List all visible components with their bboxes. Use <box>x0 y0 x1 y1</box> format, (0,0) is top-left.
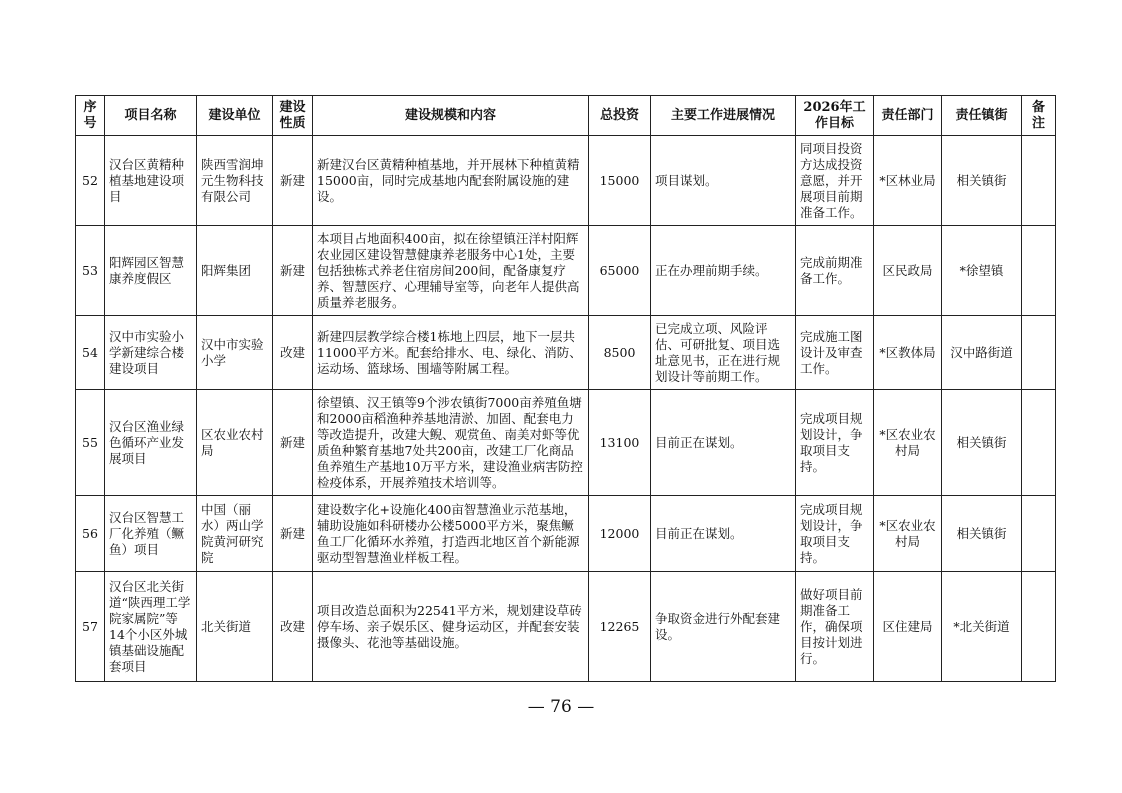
table-row <box>76 572 1056 682</box>
cell-no: 57 <box>76 572 105 682</box>
cell-note <box>1022 316 1056 390</box>
cell-no: 55 <box>76 390 105 496</box>
project-table <box>75 95 1056 682</box>
cell-no: 52 <box>76 136 105 226</box>
cell-progress: 目前正在谋划。 <box>651 390 796 496</box>
cell-content: 项目改造总面积为22541平方米，规划建设草砖停车场、亲子娱乐区、健身运动区，并配套安装摄像头、花池等基础设施。 <box>313 572 589 682</box>
cell-goal: 完成前期准备工作。 <box>796 226 874 316</box>
cell-town: *徐望镇 <box>942 226 1022 316</box>
cell-goal: 做好项目前期准备工作，确保项目按计划进行。 <box>796 572 874 682</box>
cell-progress: 项目谋划。 <box>651 136 796 226</box>
cell-progress: 已完成立项、风险评估、可研批复、项目选址意见书，正在进行规划设计等前期工作。 <box>651 316 796 390</box>
cell-nature: 改建 <box>273 572 313 682</box>
cell-content: 新建四层教学综合楼1栋地上四层，地下一层共11000平方米。配套给排水、电、绿化、消防、运动场、篮球场、围墙等附属工程。 <box>313 316 589 390</box>
cell-note <box>1022 496 1056 572</box>
table-row <box>76 496 1056 572</box>
page-number: — 76 — <box>527 697 595 717</box>
header-row <box>76 96 1056 136</box>
cell-progress: 争取资金进行外配套建设。 <box>651 572 796 682</box>
cell-unit: 汉中市实验小学 <box>197 316 273 390</box>
cell-note <box>1022 390 1056 496</box>
cell-no: 53 <box>76 226 105 316</box>
header-name: 项目名称 <box>105 96 197 136</box>
header-content: 建设规模和内容 <box>313 96 589 136</box>
header-nature: 建设性质 <box>273 96 313 136</box>
header-unit: 建设单位 <box>197 96 273 136</box>
cell-invest: 13100 <box>589 390 651 496</box>
cell-no: 54 <box>76 316 105 390</box>
cell-name: 阳辉园区智慧康养度假区 <box>105 226 197 316</box>
table-row <box>76 136 1056 226</box>
cell-invest: 12000 <box>589 496 651 572</box>
header-no: 序号 <box>76 96 105 136</box>
cell-goal: 完成项目规划设计，争取项目支持。 <box>796 496 874 572</box>
cell-no: 56 <box>76 496 105 572</box>
cell-nature: 新建 <box>273 496 313 572</box>
header-goal: 2026年工作目标 <box>796 96 874 136</box>
header-dept: 责任部门 <box>874 96 942 136</box>
cell-goal: 完成施工图设计及审查工作。 <box>796 316 874 390</box>
cell-note <box>1022 136 1056 226</box>
cell-dept: *区教体局 <box>874 316 942 390</box>
cell-invest: 15000 <box>589 136 651 226</box>
cell-name: 汉台区北关街道“陕西理工学院家属院”等14个小区外城镇基础设施配套项目 <box>105 572 197 682</box>
cell-town: *北关街道 <box>942 572 1022 682</box>
cell-goal: 完成项目规划设计，争取项目支持。 <box>796 390 874 496</box>
header-progress: 主要工作进展情况 <box>651 96 796 136</box>
cell-dept: 区住建局 <box>874 572 942 682</box>
cell-nature: 新建 <box>273 136 313 226</box>
cell-unit: 陕西雪润坤元生物科技有限公司 <box>197 136 273 226</box>
cell-content: 徐望镇、汉王镇等9个涉农镇街7000亩养殖鱼塘和2000亩稻渔种养基地清淤、加固、配套电力等改造提升，改建大鲵、观赏鱼、南美对虾等优质鱼种繁育基地7处共200亩，改建工厂化商品鱼养殖生产基地10万平方米，建设渔业病害防控检疫体系，开展养殖技术培训等。 <box>313 390 589 496</box>
cell-invest: 65000 <box>589 226 651 316</box>
cell-town: 汉中路街道 <box>942 316 1022 390</box>
cell-dept: *区农业农村局 <box>874 390 942 496</box>
table-row <box>76 226 1056 316</box>
cell-name: 汉台区渔业绿色循环产业发展项目 <box>105 390 197 496</box>
cell-invest: 12265 <box>589 572 651 682</box>
cell-unit: 北关街道 <box>197 572 273 682</box>
cell-unit: 中国（丽水）两山学院黄河研究院 <box>197 496 273 572</box>
cell-note <box>1022 226 1056 316</box>
cell-town: 相关镇街 <box>942 496 1022 572</box>
cell-nature: 改建 <box>273 316 313 390</box>
cell-name: 汉中市实验小学新建综合楼建设项目 <box>105 316 197 390</box>
header-town: 责任镇街 <box>942 96 1022 136</box>
cell-nature: 新建 <box>273 390 313 496</box>
cell-town: 相关镇街 <box>942 136 1022 226</box>
header-note: 备注 <box>1022 96 1056 136</box>
cell-nature: 新建 <box>273 226 313 316</box>
cell-goal: 同项目投资方达成投资意愿，并开展项目前期准备工作。 <box>796 136 874 226</box>
cell-invest: 8500 <box>589 316 651 390</box>
cell-name: 汉台区黄精种植基地建设项目 <box>105 136 197 226</box>
header-invest: 总投资 <box>589 96 651 136</box>
cell-progress: 正在办理前期手续。 <box>651 226 796 316</box>
cell-note <box>1022 572 1056 682</box>
cell-name: 汉台区智慧工厂化养殖（鳜鱼）项目 <box>105 496 197 572</box>
cell-unit: 区农业农村局 <box>197 390 273 496</box>
table-row <box>76 316 1056 390</box>
cell-content: 建设数字化+设施化400亩智慧渔业示范基地，辅助设施如科研楼办公楼5000平方米，聚焦鳜鱼工厂化循环水养殖，打造西北地区首个新能源驱动型智慧渔业样板工程。 <box>313 496 589 572</box>
cell-dept: *区林业局 <box>874 136 942 226</box>
cell-unit: 阳辉集团 <box>197 226 273 316</box>
cell-content: 新建汉台区黄精种植基地，并开展林下种植黄精15000亩，同时完成基地内配套附属设施的建设。 <box>313 136 589 226</box>
cell-content: 本项目占地面积400亩，拟在徐望镇汪洋村阳辉农业园区建设智慧健康养老服务中心1处，主要包括独栋式养老住宿房间200间，配备康复疗养、智慧医疗、心理辅导室等，向老年人提供高质量养老服务。 <box>313 226 589 316</box>
cell-progress: 目前正在谋划。 <box>651 496 796 572</box>
cell-town: 相关镇街 <box>942 390 1022 496</box>
cell-dept: *区农业农村局 <box>874 496 942 572</box>
table-row <box>76 390 1056 496</box>
cell-dept: 区民政局 <box>874 226 942 316</box>
